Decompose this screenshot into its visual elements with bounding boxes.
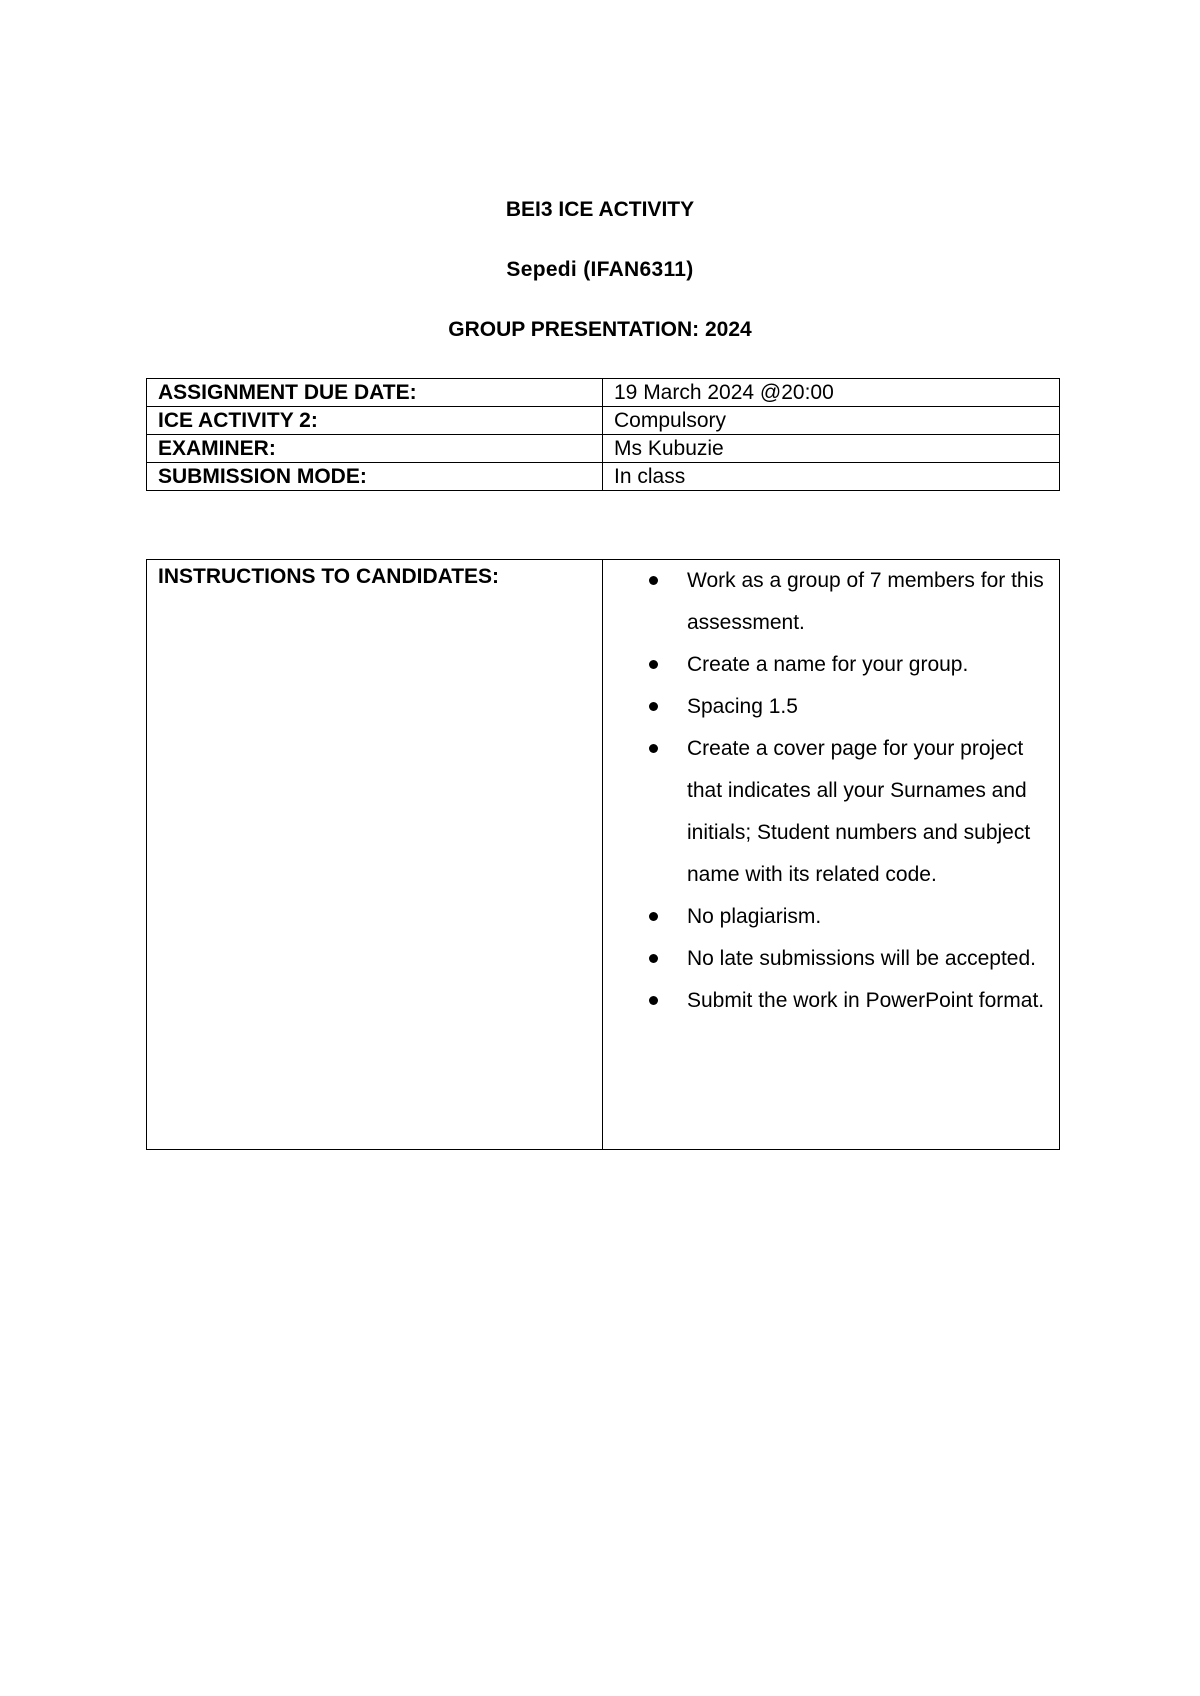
instructions-label: INSTRUCTIONS TO CANDIDATES: [147, 560, 603, 1150]
list-item [687, 728, 1049, 896]
bullet-icon [649, 702, 658, 711]
list-item [687, 686, 1049, 728]
submission-mode-value: In class [603, 463, 1060, 491]
list-item-text: Submit the work in PowerPoint format. [687, 989, 1045, 1012]
list-item-text: Work as a group of 7 members for this assessment. [687, 569, 1044, 634]
list-item [687, 560, 1049, 644]
bullet-icon [649, 912, 658, 921]
table-row [147, 463, 1060, 491]
examiner-value: Ms Kubuzie [603, 435, 1060, 463]
list-item-text: Create a cover page for your project that indicates all your Surnames and initials; Student numbers and subject name with its related code. [687, 737, 1031, 886]
table-row [147, 407, 1060, 435]
list-item [687, 980, 1049, 1022]
table-row [147, 435, 1060, 463]
table-row [147, 379, 1060, 407]
instructions-list [603, 560, 1049, 1022]
assignment-info-table [146, 378, 1060, 491]
table-row [147, 560, 1060, 1150]
bullet-icon [649, 996, 658, 1005]
document-title: BEI3 ICE ACTIVITY [505, 198, 695, 221]
bullet-icon [649, 576, 658, 585]
list-item-text: Create a name for your group. [687, 653, 969, 676]
instructions-list-cell [603, 560, 1060, 1150]
submission-mode-label: SUBMISSION MODE: [147, 463, 603, 491]
due-date-value: 19 March 2024 @20:00 [603, 379, 1060, 407]
instructions-table [146, 559, 1060, 1150]
bullet-icon [649, 954, 658, 963]
list-item-text: No late submissions will be accepted. [687, 947, 1037, 970]
presentation-heading: GROUP PRESENTATION: 2024 [448, 318, 752, 341]
subject-heading: Sepedi (IFAN6311) [506, 258, 694, 281]
list-item [687, 938, 1049, 980]
due-date-label: ASSIGNMENT DUE DATE: [147, 379, 603, 407]
bullet-icon [649, 744, 658, 753]
list-item-text: Spacing 1.5 [687, 695, 798, 718]
list-item [687, 896, 1049, 938]
list-item [687, 644, 1049, 686]
ice-activity-value: Compulsory [603, 407, 1060, 435]
examiner-label: EXAMINER: [147, 435, 603, 463]
bullet-icon [649, 660, 658, 669]
ice-activity-label: ICE ACTIVITY 2: [147, 407, 603, 435]
list-item-text: No plagiarism. [687, 905, 822, 928]
